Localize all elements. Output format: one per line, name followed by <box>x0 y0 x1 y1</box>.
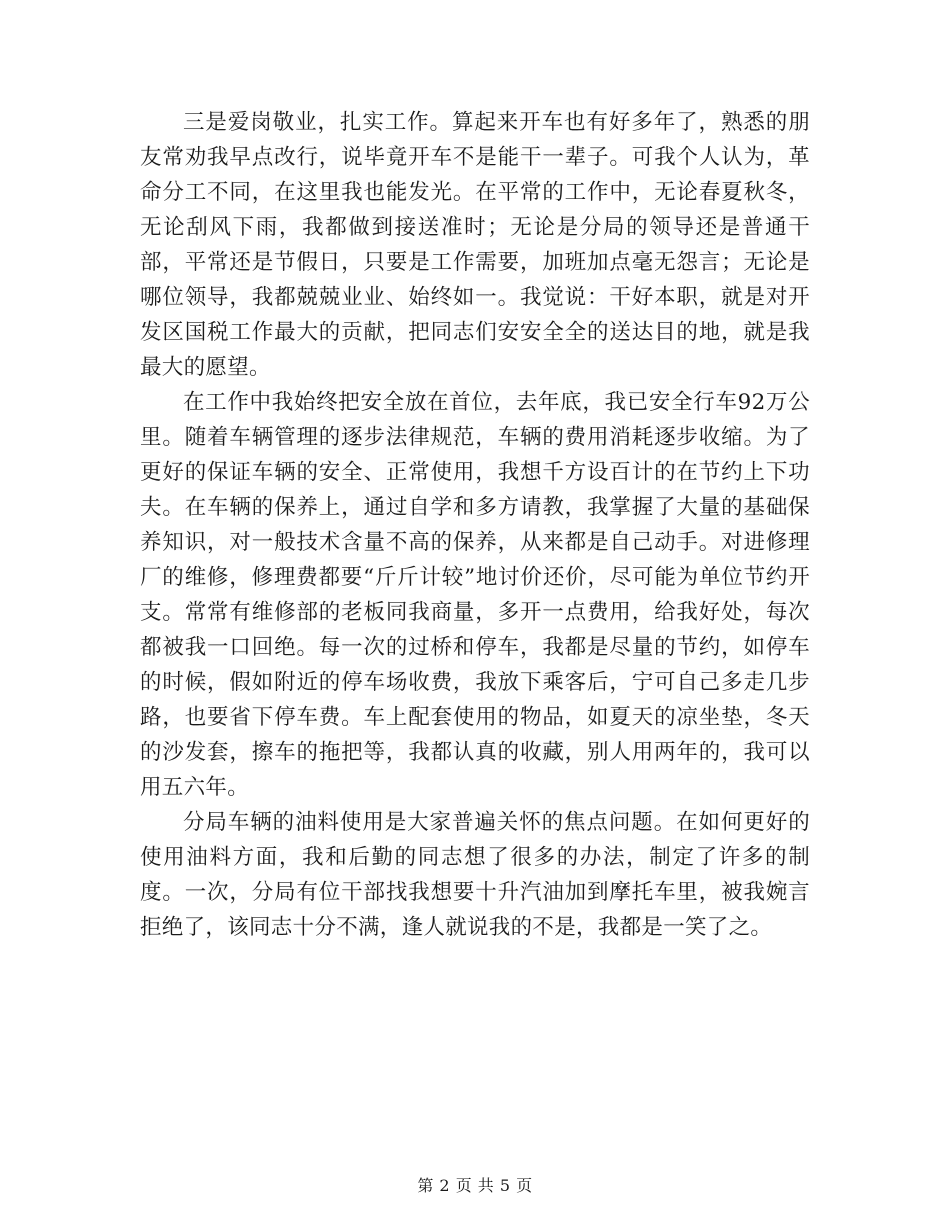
paragraph-3: 分局车辆的油料使用是大家普遍关怀的焦点问题。在如何更好的使用油料方面，我和后勤的同志想了很多的办法，制定了许多的制度。一次，分局有位干部找我想要十升汽油加到摩托车里，被我婉言拒绝了，该同志十分不满，逢人就说我的不是，我都是一笑了之。 <box>140 810 810 940</box>
page-number-footer: 第 2 页 共 5 页 <box>417 1176 533 1195</box>
paragraph-1: 三是爱岗敬业，扎实工作。算起来开车也有好多年了，熟悉的朋友常劝我早点改行，说毕竟开车不是能干一辈子。可我个人认为，革命分工不同，在这里我也能发光。在平常的工作中，无论春夏秋冬，无论刮风下雨，我都做到接送准时；无论是分局的领导还是普通干部，平常还是节假日，只要是工作需要，加班加点毫无怨言；无论是哪位领导，我都兢兢业业、始终如一。我觉说：干好本职，就是对开发区国税工作最大的贡献，把同志们安安全全的送达目的地，就是我最大的愿望。 <box>140 110 810 380</box>
document-body <box>140 105 810 945</box>
paragraph-2: 在工作中我始终把安全放在首位，去年底，我已安全行车92万公里。随着车辆管理的逐步法律规范，车辆的费用消耗逐步收缩。为了更好的保证车辆的安全、正常使用，我想千方设百计的在节约上下功夫。在车辆的保养上，通过自学和多方请教，我掌握了大量的基础保养知识，对一般技术含量不高的保养，从来都是自己动手。对进修理厂的维修，修理费都要“斤斤计较”地讨价还价，尽可能为单位节约开支。常常有维修部的老板同我商量，多开一点费用，给我好处，每次都被我一口回绝。每一次的过桥和停车，我都是尽量的节约，如停车的时候，假如附近的停车场收费，我放下乘客后，宁可自己多走几步路，也要省下停车费。车上配套使用的物品，如夏天的凉坐垫，冬天的沙发套，擦车的拖把等，我都认真的收藏，别人用两年的，我可以用五六年。 <box>140 390 810 800</box>
